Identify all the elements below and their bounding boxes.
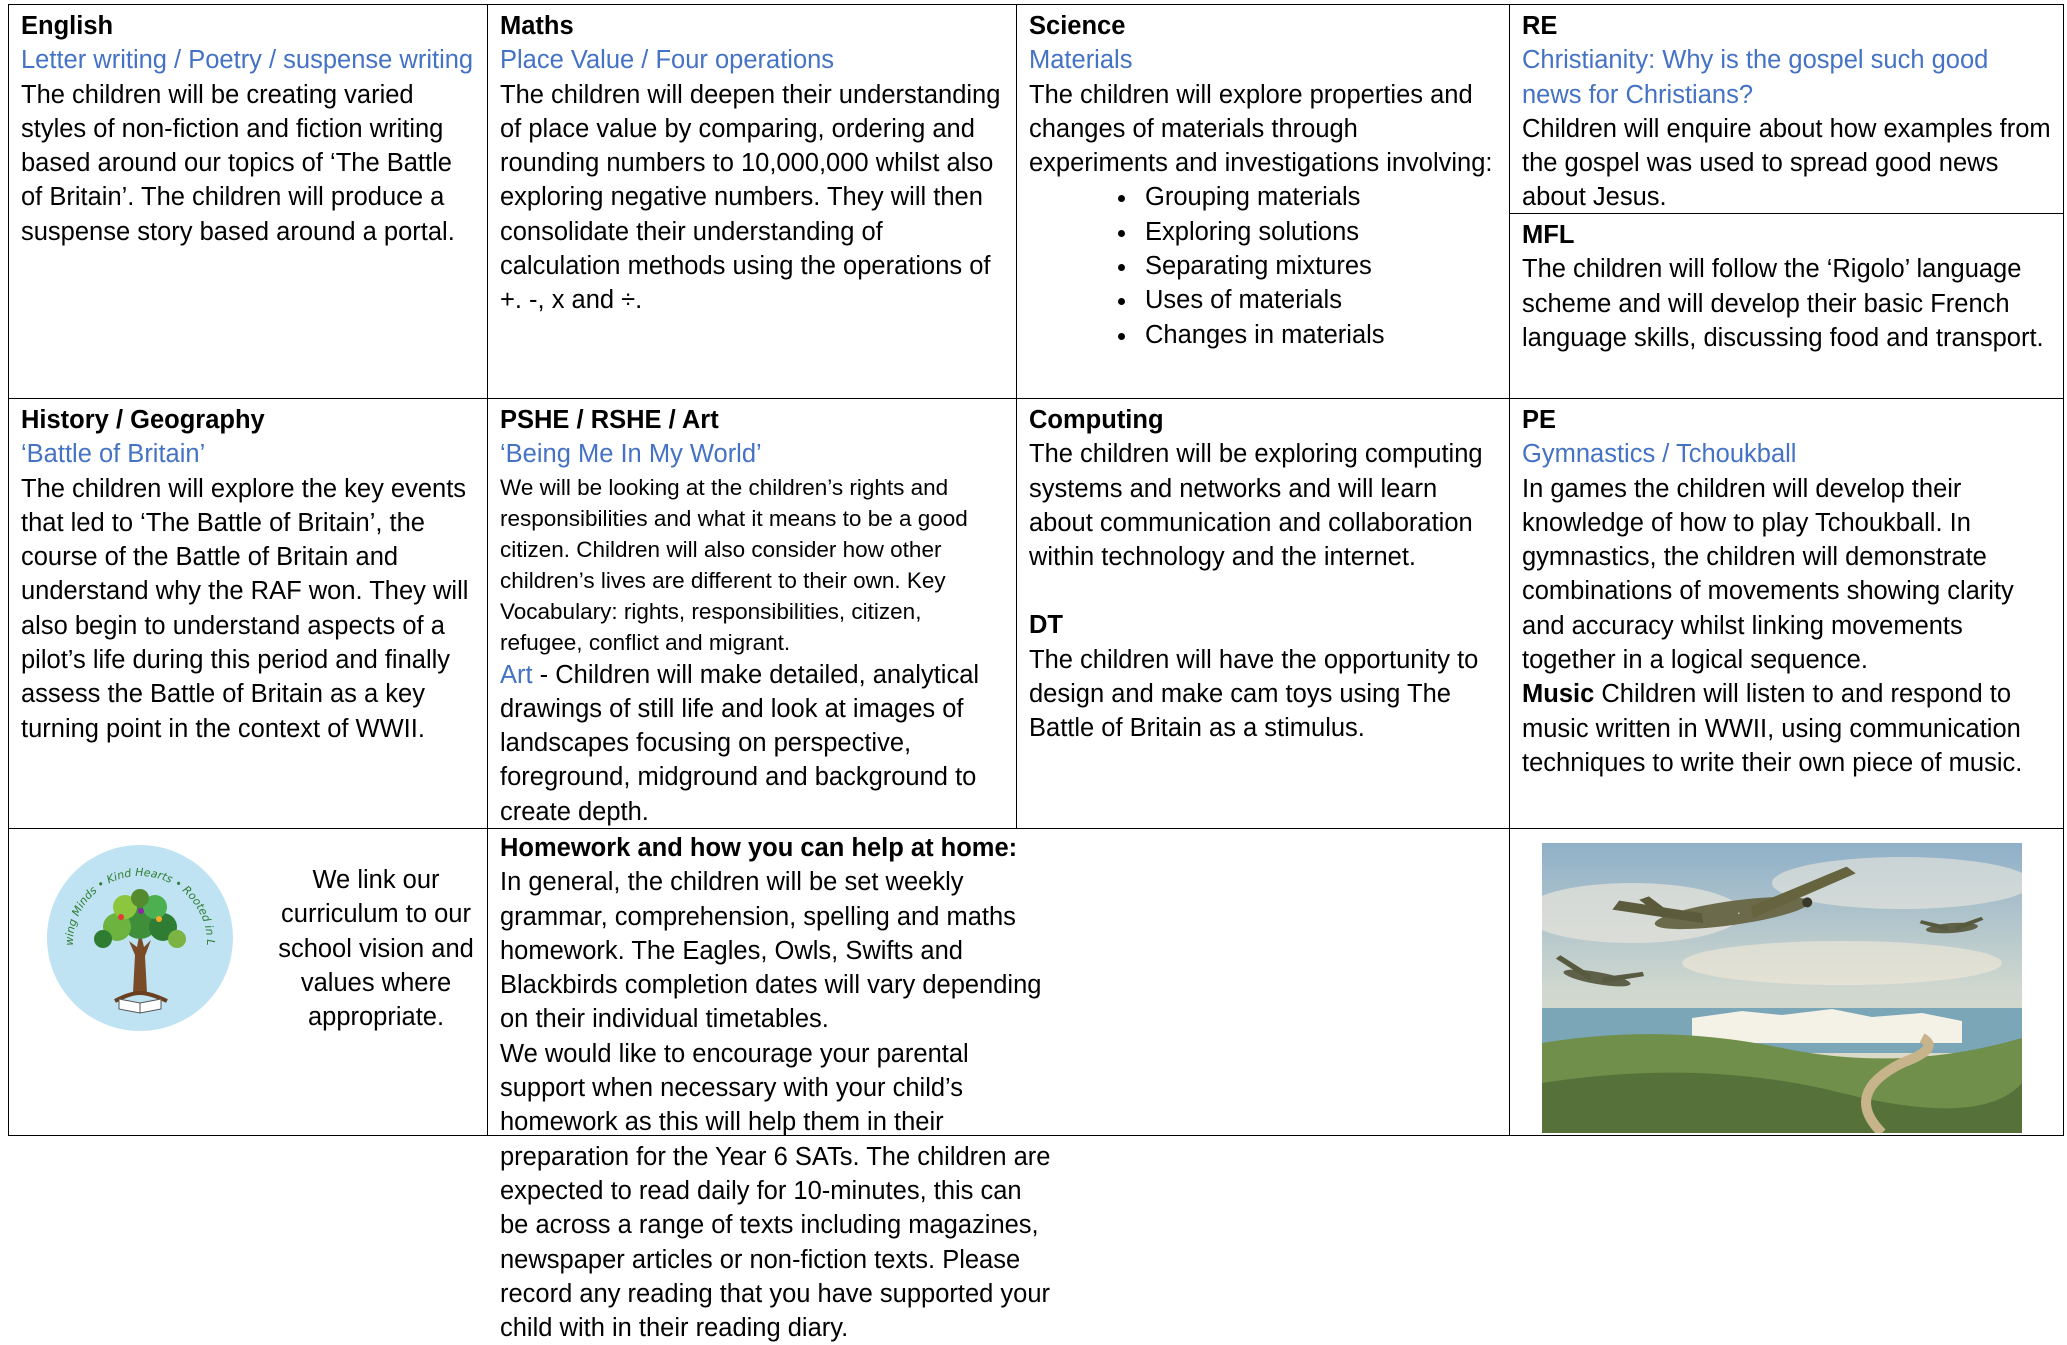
science-subtitle: Materials bbox=[1029, 46, 1133, 75]
mfl-body: The children will follow the ‘Rigolo’ language scheme and will develop their basic French language skills, discussing food and transport. bbox=[1522, 255, 2044, 352]
re-body: Children will enquire about how examples from the gospel was used to spread good news about Jesus. bbox=[1522, 114, 2051, 212]
english-heading: English bbox=[21, 12, 114, 40]
pshe-cell bbox=[487, 398, 1017, 829]
dt-body: The children will have the opportunity to design and make cam toys using The Battle of Britain as a stimulus. bbox=[1029, 645, 1479, 743]
music-body: Children will listen to and respond to music written in WWII, using communication techniques to write their own piece of music. bbox=[1522, 680, 2023, 777]
pe-heading: PE bbox=[1522, 406, 1557, 434]
mfl-cell bbox=[1509, 213, 2064, 399]
pshe-art-paragraph bbox=[500, 658, 1004, 829]
english-subtitle: Letter writing / Poetry / suspense writing bbox=[21, 46, 474, 75]
history-cell bbox=[8, 398, 488, 829]
list-item: • Changes in materials bbox=[1139, 318, 1497, 352]
computing-heading: Computing bbox=[1029, 406, 1164, 434]
re-heading: RE bbox=[1522, 12, 1558, 40]
maths-heading: Maths bbox=[500, 12, 574, 40]
english-body: The children will be creating varied styles of non-fiction and fiction writing based around our topics of ‘The Battle of Britain’. The children will produce a suspense story based around a portal. bbox=[21, 80, 455, 246]
homework-paragraph-2: We would like to encourage your parental support when necessary with your child’s homework as this will help them in their preparation for the Year 6 SATs. The children are expected to read daily for 10-minutes, this can be across a range of texts including magazines, newspaper articles or non-fiction texts. Please record any reading that you have supported your child with in their reading diary. bbox=[500, 1039, 1051, 1343]
science-body: The children will explore properties and changes of materials through experiments and investigations involving: bbox=[1029, 80, 1493, 178]
pshe-body: We will be looking at the children’s rights and responsibilities and what it means to be a good citizen. Children will also consider how other children’s lives are different to their own. Key Vocabulary: rights, responsibilities, citizen, refugee, conflict and migrant. bbox=[500, 474, 968, 655]
computing-cell bbox=[1016, 398, 1510, 829]
school-logo bbox=[45, 843, 235, 1033]
pshe-subtitle: ‘Being Me In My World’ bbox=[500, 440, 762, 469]
maths-cell bbox=[487, 4, 1017, 399]
history-body: The children will explore the key events that led to ‘The Battle of Britain’, the course of the Battle of Britain and understand why the RAF won. They will also begin to understand aspects of a pilot’s life during this period and finally assess the Battle of Britain as a key turning point in the context of WWII. bbox=[21, 474, 469, 743]
logo-motto: wing Minds • Kind Hearts • Rooted in L bbox=[62, 865, 218, 946]
re-subtitle: Christianity: Why is the gospel such good news for Christians? bbox=[1522, 46, 1989, 109]
list-item: • Uses of materials bbox=[1139, 283, 1497, 317]
maths-body: The children will deepen their understanding of place value by comparing, ordering and rounding numbers to 10,000,000 whilst also exploring negative numbers. They will then consolidate their understanding of calculation methods using the operations of +. -, x and ÷. bbox=[500, 80, 1001, 315]
re-cell bbox=[1509, 4, 2064, 214]
history-heading: History / Geography bbox=[21, 406, 265, 434]
pe-music-paragraph bbox=[1522, 677, 2051, 780]
vision-cell bbox=[8, 828, 488, 1136]
homework-cell bbox=[487, 828, 1510, 1343]
spitfire-painting bbox=[1542, 843, 2022, 1133]
english-cell bbox=[8, 4, 488, 399]
dt-heading: DT bbox=[1029, 611, 1063, 640]
homework-paragraph-1: In general, the children will be set weekly grammar, comprehension, spelling and maths homework. The Eagles, Owls, Swifts and Blackbirds completion dates will vary depending on their individual timetables. bbox=[500, 868, 1042, 1034]
list-item: • Separating mixtures bbox=[1139, 249, 1497, 283]
art-body: - Children will make detailed, analytical drawings of still life and look at images of landscapes focusing on perspective, foreground, midground and background to create depth. bbox=[500, 660, 980, 826]
pe-subtitle: Gymnastics / Tchoukball bbox=[1522, 440, 1797, 469]
list-item: • Exploring solutions bbox=[1139, 215, 1497, 249]
list-item: • Grouping materials bbox=[1139, 180, 1497, 214]
vision-text: We link our curriculum to our school vision and values where appropriate. bbox=[278, 866, 474, 1032]
music-label: Music bbox=[1522, 680, 1595, 709]
pe-body: In games the children will develop their knowledge of how to play Tchoukball. In gymnastics, the children will demonstrate combinations of movements showing clarity and accuracy whilst linking movements together in a logical sequence. bbox=[1522, 474, 2014, 675]
maths-subtitle: Place Value / Four operations bbox=[500, 46, 835, 75]
image-cell bbox=[1509, 828, 2064, 1136]
pshe-heading: PSHE / RSHE / Art bbox=[500, 406, 719, 434]
mfl-heading: MFL bbox=[1522, 221, 1575, 249]
homework-heading: Homework and how you can help at home: bbox=[500, 834, 1018, 862]
history-subtitle: ‘Battle of Britain’ bbox=[21, 440, 206, 469]
svg-text:·: · bbox=[1736, 906, 1742, 921]
science-bullet-list bbox=[1029, 180, 1497, 351]
pe-cell bbox=[1509, 398, 2064, 829]
computing-body: The children will be exploring computing systems and networks and will learn about communication and collaboration within technology and the internet. bbox=[1029, 440, 1483, 572]
science-heading: Science bbox=[1029, 12, 1126, 40]
science-cell bbox=[1016, 4, 1510, 399]
art-label: Art bbox=[500, 660, 533, 689]
